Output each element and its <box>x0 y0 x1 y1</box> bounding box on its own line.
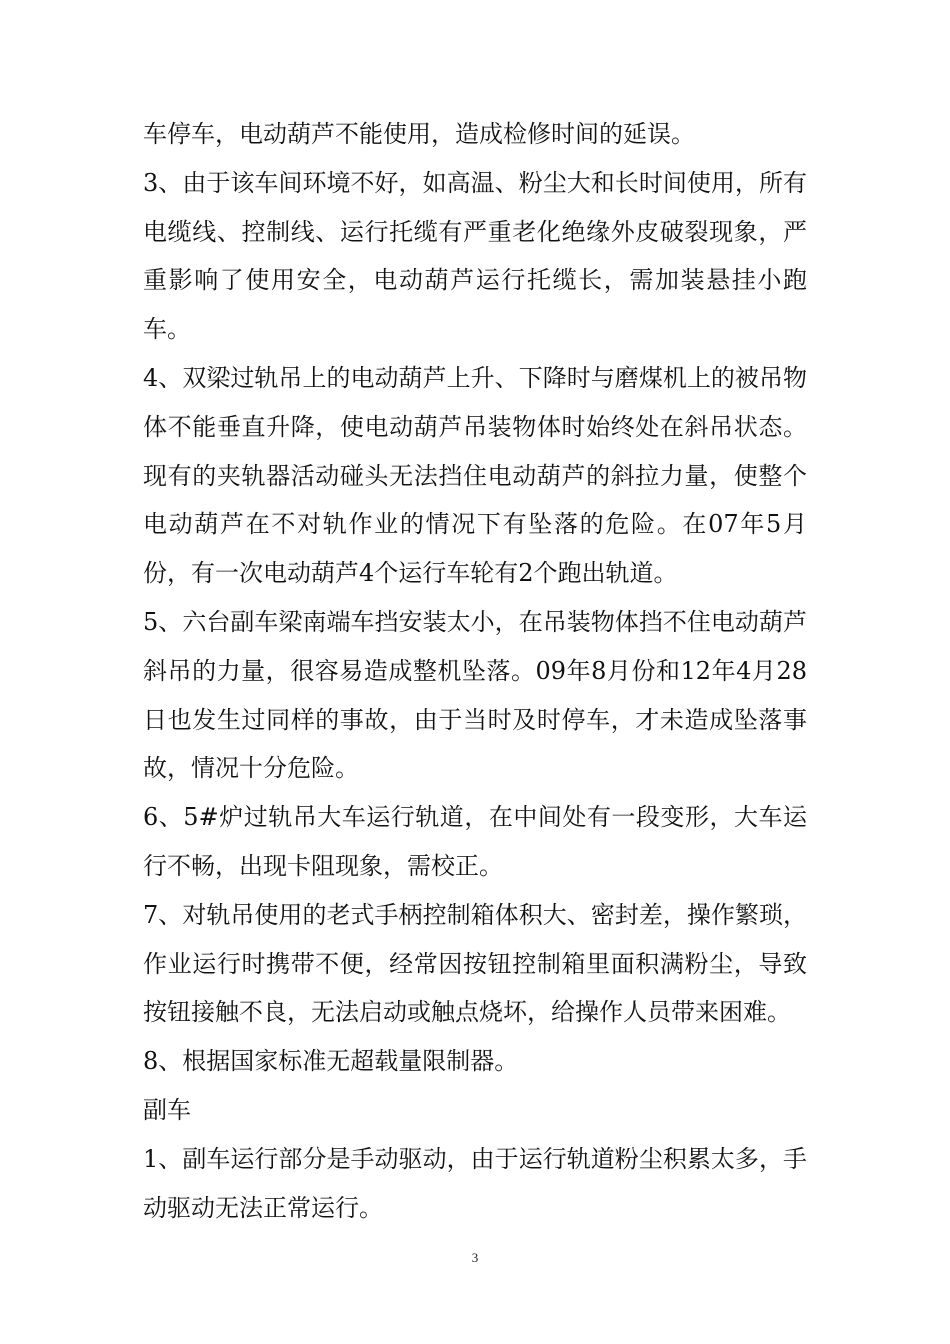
paragraph-sub-item-1: 1、副车运行部分是手动驱动，由于运行轨道粉尘积累太多，手动驱动无法正常运行。 <box>143 1144 807 1222</box>
paragraph-item-7: 7、对轨吊使用的老式手柄控制箱体积大、密封差，操作繁琐，作业运行时携带不便，经常因按钮控制箱里面积满粉尘，导致按钮接触不良，无法启动或触点烧坏，给操作人员带来困难。 <box>143 900 807 1027</box>
paragraph-item-3: 3、由于该车间环境不好，如高温、粉尘大和长时间使用，所有电缆线、控制线、运行托缆有严重老化绝缘外皮破裂现象，严重影响了使用安全，电动葫芦运行托缆长，需加装悬挂小跑车。 <box>143 168 807 344</box>
page-number: 3 <box>471 1250 479 1265</box>
paragraph-continuation: 车停车，电动葫芦不能使用，造成检修时间的延误。 <box>143 120 695 148</box>
section-heading: 副车 <box>143 1095 191 1124</box>
paragraph-item-8: 8、根据国家标准无超载量限制器。 <box>143 1047 519 1076</box>
paragraph-item-5: 5、六台副车梁南端车挡安装太小，在吊装物体挡不住电动葫芦斜吊的力量，很容易造成整机坠落。09年8月份和12年4月28日也发生过同样的事故，由于当时及时停车，才未造成坠落事故，情况十分危险。 <box>143 607 807 783</box>
document-body <box>143 110 807 1232</box>
paragraph-item-6: 6、5#炉过轨吊大车运行轨道，在中间处有一段变形，大车运行不畅，出现卡阻现象，需校正。 <box>143 803 807 880</box>
paragraph-item-4: 4、双梁过轨吊上的电动葫芦上升、下降时与磨煤机上的被吊物体不能垂直升降，使电动葫芦吊装物体时始终处在斜吊状态。现有的夹轨器活动碰头无法挡住电动葫芦的斜拉力量，使整个电动葫芦在不对轨作业的情况下有坠落的危险。在07年5月份，有一次电动葫芦4个运行车轮有2个跑出轨道。 <box>143 363 807 588</box>
